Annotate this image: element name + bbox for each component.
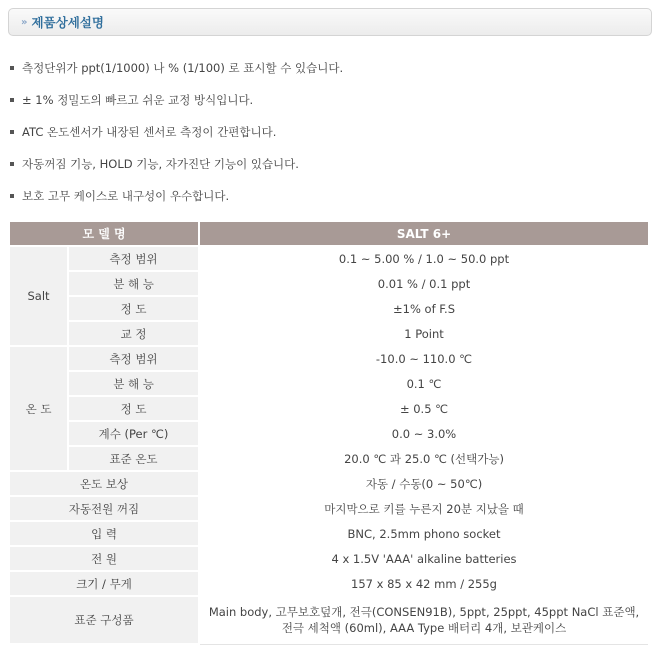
bullet-icon — [10, 162, 14, 166]
row-value: 4 x 1.5V 'AAA' alkaline batteries — [199, 546, 649, 571]
table-row — [9, 271, 649, 296]
temperature-group-label: 온 도 — [9, 346, 68, 471]
row-label: 측정 범위 — [68, 246, 199, 271]
row-value: ± 0.5 ℃ — [199, 396, 649, 421]
section-title: 제품상세설명 — [31, 15, 104, 30]
row-value: Main body, 고무보호덮개, 전극(CONSEN91B), 5ppt, 25ppt, 45ppt NaCl 표준액, 전극 세척액 (60ml), AAA Type 배터리 4개, 보관케이스 — [199, 596, 649, 644]
row-label: 분 해 능 — [68, 271, 199, 296]
row-value: BNC, 2.5mm phono socket — [199, 521, 649, 546]
table-row — [9, 371, 649, 396]
feature-item: ± 1% 정밀도의 빠르고 쉬운 교정 방식입니다. — [10, 84, 650, 116]
table-row — [9, 396, 649, 421]
row-label: 표준 구성품 — [9, 596, 199, 644]
table-row — [9, 496, 649, 521]
bullet-icon — [10, 130, 14, 134]
row-value: 1 Point — [199, 321, 649, 346]
feature-item: 보호 고무 케이스로 내구성이 우수합니다. — [10, 180, 650, 212]
table-header-row — [9, 221, 649, 246]
row-label: 계수 (Per ℃) — [68, 421, 199, 446]
row-value: 0.1 ℃ — [199, 371, 649, 396]
table-row — [9, 296, 649, 321]
row-label: 정 도 — [68, 396, 199, 421]
salt-group-label: Salt — [9, 246, 68, 346]
row-value: 자동 / 수동(0 ~ 50℃) — [199, 471, 649, 496]
row-label: 크기 / 무게 — [9, 571, 199, 596]
table-row — [9, 471, 649, 496]
table-row — [9, 421, 649, 446]
row-value: 0.1 ~ 5.00 % / 1.0 ~ 50.0 ppt — [199, 246, 649, 271]
table-row — [9, 246, 649, 271]
feature-item: 측정단위가 ppt(1/1000) 나 % (1/100) 로 표시할 수 있습니다. — [10, 52, 650, 84]
section-header — [8, 8, 652, 36]
table-row — [9, 596, 649, 644]
row-label: 전 원 — [9, 546, 199, 571]
spec-table — [8, 220, 650, 645]
bullet-icon — [10, 98, 14, 102]
row-value: 마지막으로 키를 누른지 20분 지났을 때 — [199, 496, 649, 521]
row-label: 온도 보상 — [9, 471, 199, 496]
feature-item: ATC 온도센서가 내장된 센서로 측정이 간편합니다. — [10, 116, 650, 148]
row-label: 입 력 — [9, 521, 199, 546]
table-row — [9, 571, 649, 596]
row-label: 자동전원 꺼짐 — [9, 496, 199, 521]
row-label: 표준 온도 — [68, 446, 199, 471]
bullet-icon — [10, 66, 14, 70]
row-value: ±1% of F.S — [199, 296, 649, 321]
table-row — [9, 546, 649, 571]
feature-item: 자동꺼짐 기능, HOLD 기능, 자가진단 기능이 있습니다. — [10, 148, 650, 180]
row-label: 정 도 — [68, 296, 199, 321]
row-value: 0.0 ~ 3.0% — [199, 421, 649, 446]
row-value: 20.0 ℃ 과 25.0 ℃ (선택가능) — [199, 446, 649, 471]
double-chevron-icon: » — [21, 16, 26, 28]
model-name: SALT 6+ — [199, 221, 649, 246]
table-row — [9, 321, 649, 346]
table-row — [9, 521, 649, 546]
row-value: 157 x 85 x 42 mm / 255g — [199, 571, 649, 596]
header-label: 모 델 명 — [9, 221, 199, 246]
table-row — [9, 446, 649, 471]
row-label: 측정 범위 — [68, 346, 199, 371]
table-row — [9, 346, 649, 371]
row-label: 분 해 능 — [68, 371, 199, 396]
row-value: -10.0 ~ 110.0 ℃ — [199, 346, 649, 371]
row-value: 0.01 % / 0.1 ppt — [199, 271, 649, 296]
bullet-icon — [10, 194, 14, 198]
feature-list — [10, 52, 650, 212]
row-label: 교 정 — [68, 321, 199, 346]
